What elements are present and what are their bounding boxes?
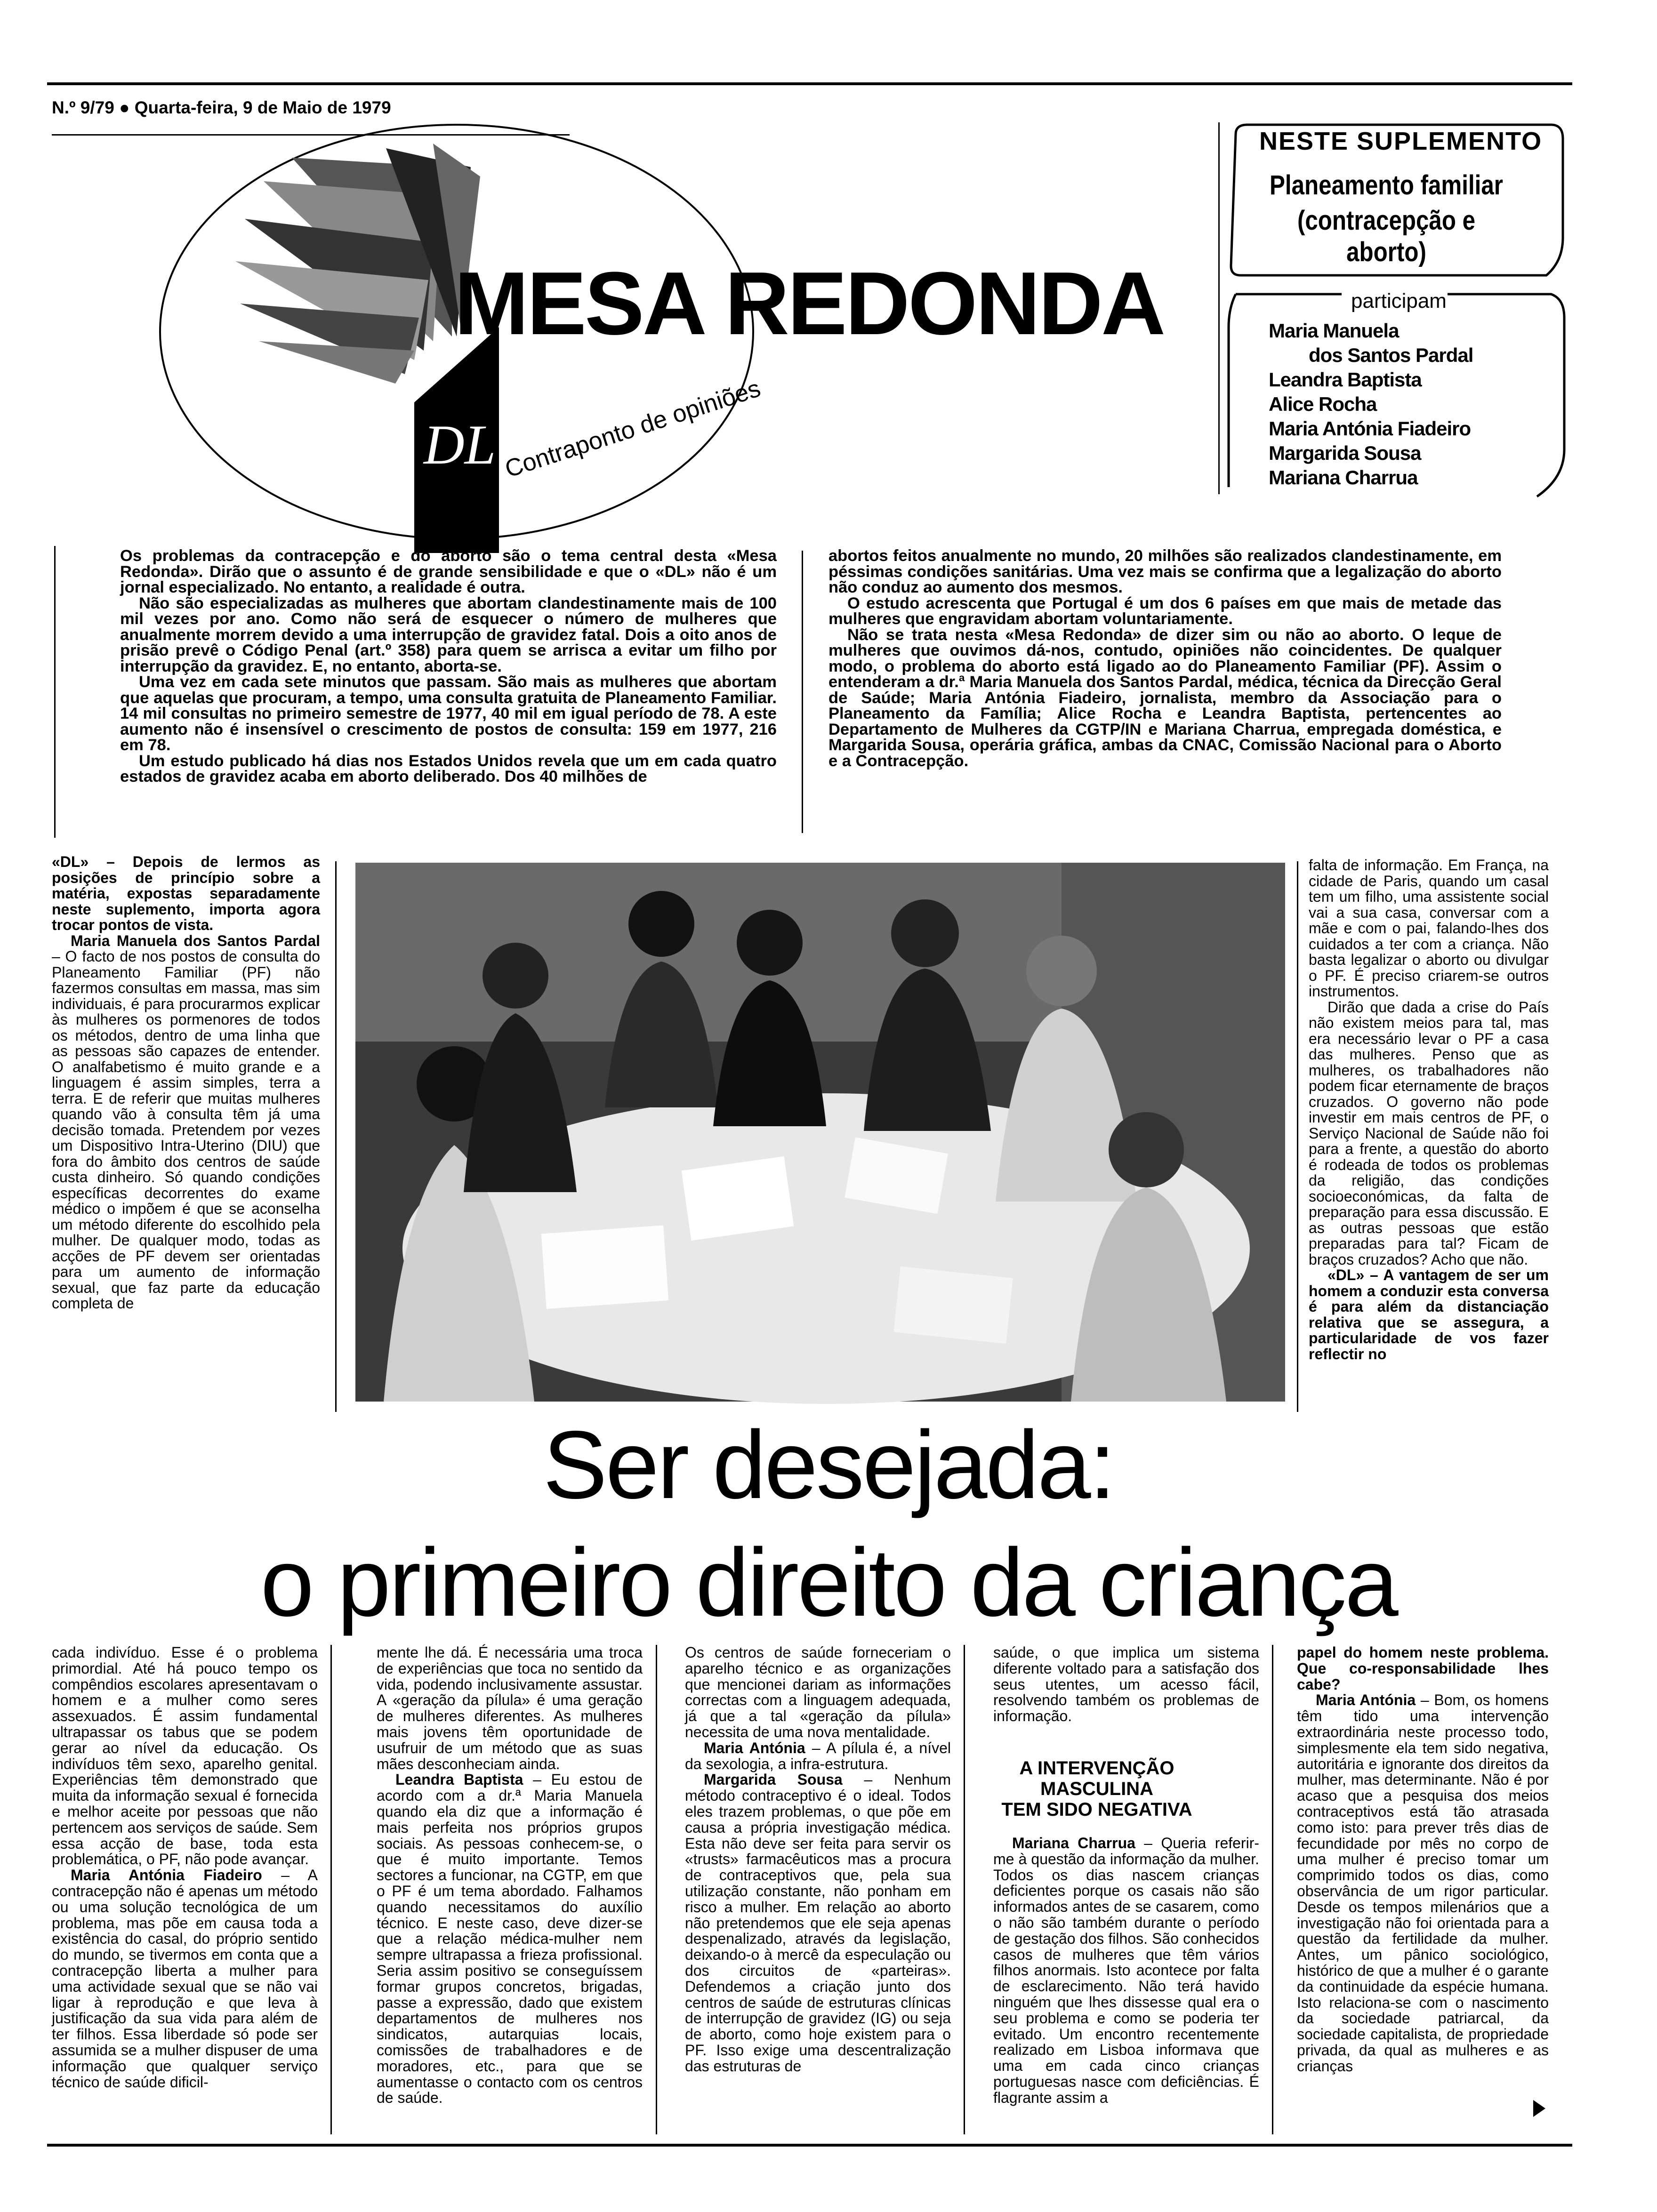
subhead-line: A INTERVENÇÃO [1019, 1758, 1174, 1779]
speaker-text: – A pílula é, a nível da sexologia, a infra-estrutura. [685, 1739, 951, 1772]
participant-name: Mariana Charrua [1269, 466, 1418, 489]
subhead-line: MASCULINA [1040, 1779, 1153, 1799]
intro-paragraph: Não são especializadas as mulheres que abortam clandestinamente mais de 100 mil vezes por ano. Como não será de esquecer o número de mulheres que anualmente morrem devido a uma interrupção de gravidez fatal. Dois a oito anos de prisão prevê o Código Penal (art.º 358) para quem se arrisca a evitar um filho por interrupção da gravidez. E, no entanto, aborta-se. [120, 594, 777, 675]
banknote-fan-image [235, 144, 480, 384]
speaker-name: Maria Antónia [1316, 1691, 1416, 1709]
upper-right-rule [1297, 861, 1298, 1412]
supplement-separator [1218, 122, 1220, 494]
speaker-text: – O facto de nos postos de consulta do Planeamento Familiar (PF) não fazermos consultas em massa, mas sim individuais, é para procurarmos explicar às mulheres os pormenores de todos os métodos, dentro de uma linha que as pessoas são capazes de entender. O analfabetismo é muito grande e a linguagem é assim simples, terra a terra. E de referir que muitas mulheres quando vão à consulta têm já uma decisão tomada. Pretendem por vezes um Dispositivo Intra-Uterino (DIU) que fora do âmbito dos centros de saúde custa dinheiro. Só quando condições específicas decorrentes do exame médico o impõem é que se aconselha um método diferente do escolhido pela mulher. De qualquer modo, todas as acções de PF devem ser orientadas para um aumento de informação sexual, que faz parte da educação completa de [52, 948, 320, 1312]
speaker-text: mente lhe dá. É necessária uma troca de experiências que toca no sentido da vida, podendo inclusivamente assustar. A «geração da pílula» é uma geração de mulheres diferentes. As mulheres mais jovens têm oportunidade de usufruir de um método que as suas mães desconheciam ainda. [377, 1644, 643, 1772]
participants-list [1269, 319, 1473, 490]
participant-name: dos Santos Pardal [1309, 344, 1473, 366]
bottom-rule-2 [656, 1645, 657, 2134]
intro-column-rule [802, 551, 803, 833]
bottom-column-4 [993, 1645, 1259, 1724]
participant-name: Maria Manuela [1269, 320, 1399, 342]
headline-line1: Ser desejada: [543, 1411, 1114, 1519]
supplement-heading: NESTE SUPLEMENTO [1259, 127, 1543, 155]
speaker-text: – Queria referir-me à questão da informação da mulher. Todos os dias nascem crianças deficientes porque os casais não são informados antes de se casarem, como o não são também durante o período de gestação dos filhos. São conhecidos casos de mulheres que têm vários filhos anormais. Isto acontece por falta de esclarecimento. Não terá havido ninguém que lhes dissesse qual era o seu problema e como se poderia ter evitado. Um encontro recentemente realizado em Lisboa informava que uma em cada cinco crianças portuguesas nasce com deficiências. É flagrante assim a [993, 1835, 1260, 2106]
speaker-text: Dirão que dada a crise do País não existem meios para tal, mas era necessário levar o PF a casa das mulheres. Penso que as mulheres, os trabalhadores não podem ficar eternamente de braços cruzados. O governo não pode investir em mais centros de PF, o Serviço Nacional de Saúde não foi para a frente, a questão do aborto é rodeada de todos os problemas da religião, das condições socioeconómicas, da falta de preparação para essa discussão. E as outras pessoas que estão preparadas para tal? Ficam de braços cruzados? Acho que não. [1309, 998, 1549, 1268]
intro-left-rule [54, 546, 56, 838]
bottom-column-3 [685, 1645, 951, 2075]
issue-underline [52, 134, 570, 136]
participant-name: Alice Rocha [1269, 393, 1377, 415]
roundtable-photo-image [355, 863, 1285, 1402]
dl-question: «DL» – Depois de lermos as posições de princípio sobre a matéria, expostas separadamente neste suplemento, importa agora trocar pontos de vista. [52, 853, 320, 933]
headline-line2: o primeiro direito da criança [260, 1529, 1397, 1636]
participant-name: Maria Antónia Fiadeiro [1269, 417, 1471, 440]
bottom-rule [47, 2144, 1572, 2147]
intro-paragraph: Um estudo publicado há dias nos Estados Unidos revela que um em cada quatro estados de gravidez acaba em aborto deliberado. Dos 40 milhões de [120, 752, 777, 785]
speaker-text: – Bom, os homens têm tido uma intervenção extraordinária neste processo todo, simplesmente ela tem sido negativa, autoritária e ignorante dos direitos da mulher, mas determinante. Não é por acaso que a pesquisa dos meios contraceptivos está tão atrasada como isto: para prever três dias de fecundidade por mês no corpo de uma mulher é preciso tomar um comprimido todos os dias, como observância de um rigor particular. Desde os tempos milenários que a investigação não foi orientada para a questão da fertilidade da mulher. Antes, um pânico sociológico, histórico de que a mulher é o garante da continuidade da espécie humana. Isto relaciona-se com o nascimento da sociedade patriarcal, da sociedade capitalista, de propriedade privada, da qual as mulheres e as crianças [1297, 1691, 1549, 2075]
roundtable-photo [355, 863, 1285, 1402]
section-subhead [993, 1758, 1200, 1820]
supplement-topic-line2: (contracepção e aborto) [1297, 205, 1476, 267]
bottom-column-5 [1297, 1645, 1549, 2075]
upper-right-column [1309, 858, 1549, 1362]
intro-paragraph: Uma vez em cada sete minutos que passam. São mais as mulheres que abortam que aquelas que procuram, a tempo, uma consulta gratuita de Planeamento Familiar. 14 mil consultas no primeiro semestre de 1977, 40 mil em igual período de 78. A este aumento não é insensível o crescimento de postos de consulta: 159 em 1977, 216 em 78. [120, 673, 777, 754]
supplement-box [1226, 120, 1570, 497]
bottom-rule-4 [1272, 1645, 1273, 2134]
speaker-name: Maria Antónia [704, 1739, 805, 1756]
bottom-rule-1 [330, 1645, 332, 2134]
masthead-title: MESA REDONDA [454, 254, 1164, 353]
masthead-tagline: Contraponto de opiniões [501, 375, 764, 483]
intro-paragraph: O estudo acrescenta que Portugal é um dos 6 países em que mais de metade das mulheres que engravidam abortam voluntariamente. [828, 594, 1502, 628]
speaker-name: Maria Manuela dos Santos Pardal [71, 932, 320, 949]
bottom-rule-3 [964, 1645, 965, 2134]
speaker-text: saúde, o que implica um sistema diferente voltado para a satisfação dos seus utentes, um acesso fácil, resolvendo também os problemas de informação. [993, 1644, 1259, 1725]
speaker-text: Os centros de saúde forneceriam o aparelho técnico e as organizações que mencionei dariam as informações correctas com a linguagem adequada, já que a tal «geração da pílula» necessita de uma nova mentalidade. [685, 1644, 951, 1740]
intro-paragraph: abortos feitos anualmente no mundo, 20 milhões são realizados clandestinamente, em péssimas condições sanitárias. Uma vez mais se confirma que a legalização do aborto não conduz ao aumento dos mesmos. [828, 547, 1502, 596]
masthead-logo: DL [424, 413, 496, 476]
speaker-name: Margarida Sousa [704, 1771, 843, 1788]
participants-label: participam [1351, 289, 1447, 313]
supplement-topic-line1: Planeamento familiar [1270, 170, 1503, 200]
bottom-column-1 [52, 1645, 318, 2090]
participant-name: Margarida Sousa [1269, 442, 1421, 464]
speaker-text: cada indivíduo. Esse é o problema primordial. Até há pouco tempo os compêndios escolares apresentavam o homem e a mulher como seres assexuados. É assim fundamental ultrapassar os tabus que se podem gerar ao nível da educação. Os indivíduos têm sexo, aparelho genital. Experiências têm demonstrado que muita da informação sexual é fornecida e melhor aceite por pessoas que não pertencem aos serviços de saúde. Sem essa acção de base, toda esta problemática, o PF, não pode avançar. [52, 1644, 318, 1868]
speaker-text: – A contracepção não é apenas um método ou uma solução tecnológica de um problema, mas põe em causa toda a existência do casal, do próprio sentido do mundo, se tivermos em conta que a contracepção liberta a mulher para uma actividade sexual que se não vai ligar à reprodução e que leva à justificação da sua vida para além de ter filhos. Essa liberdade só pode ser assumida se a mulher dispuser de uma informação que qualquer serviço técnico de saúde dificil- [52, 1867, 318, 2091]
subhead-line: TEM SIDO NEGATIVA [1001, 1799, 1192, 1820]
continue-arrow-icon [1532, 2099, 1546, 2118]
dl-question: «DL» – A vantagem de ser um homem a conduzir esta conversa é para além da distanciação relativa que se assegura, a particularidade de vos fazer reflectir no [1309, 1266, 1549, 1362]
speaker-text: falta de informação. Em França, na cidade de Paris, quando um casal tem um filho, uma assistente social vai a sua casa, conversar com a mãe e com o pai, falando-lhes dos cuidados a ter com a criança. Não basta legalizar o aborto ou divulgar o PF. É preciso criarem-se outros instrumentos. [1309, 857, 1549, 1000]
participant-name: Leandra Baptista [1269, 369, 1422, 391]
intro-right-column [828, 548, 1502, 769]
speaker-name: Maria Antónia Fiadeiro [71, 1867, 262, 1884]
bottom-column-4-cont [993, 1835, 1259, 2106]
issue-line: N.º 9/79 ● Quarta-feira, 9 de Maio de 1979 [52, 98, 391, 117]
speaker-name: Leandra Baptista [395, 1771, 523, 1788]
masthead-graphic [151, 139, 1164, 553]
dl-question: papel do homem neste problema. Que co-responsabilidade lhes cabe? [1297, 1644, 1549, 1693]
top-rule [47, 82, 1572, 85]
intro-paragraph: Os problemas da contracepção e do aborto são o tema central desta «Mesa Redonda». Dirão que o assunto é de grande sensibilidade e que o «DL» não é um jornal especializado. No entanto, a realidade é outra. [120, 547, 777, 596]
speaker-text: – Nenhum método contraceptivo é o ideal. Todos eles trazem problemas, o que põe em causa a própria investigação médica. Esta não deve ser feita para servir os «trusts» farmacêuticos mas a procura de contraceptivos que, pela sua utilização constante, não ponham em risco a mulher. Em relação ao aborto não pretendemos que ele seja apenas despenalizado, através da legislação, deixando-o à mercê da especulação ou dos circuitos de «parteiras». Defendemos a criação junto dos centros de saúde de estruturas clínicas de interrupção de gravidez (IG) ou seja de aborto, como hoje existem para o PF. Isso exige uma descentralização das estruturas de [685, 1771, 951, 2075]
upper-left-rule [335, 861, 337, 1412]
upper-left-column [52, 854, 320, 1312]
bottom-column-2 [377, 1645, 643, 2106]
speaker-text: – Eu estou de acordo com a dr.ª Maria Manuela quando ela diz que a informação é mais perfeita nos próprios grupos sociais. As pessoas conhecem-se, o que é muito importante. Temos sectores a funcionar, na CGTP, em que o PF é um tema abordado. Falhamos quando necessitamos do auxílio técnico. E neste caso, deve dizer-se que a relação médica-mulher nem sempre ultrapassa a frieza profissional. Seria assim positivo se conseguíssem formar grupos concretos, brigadas, passe a expressão, dado que existem departamentos de mulheres nos sindicatos, autarquias locais, comissões de trabalhadores e de moradores, etc., para que se aumentasse o contacto com os centros de saúde. [377, 1771, 643, 2107]
intro-paragraph: Não se trata nesta «Mesa Redonda» de dizer sim ou não ao aborto. O leque de mulheres que ouvimos dá-nos, contudo, opiniões não coincidentes. De qualquer modo, o problema do aborto está ligado ao do Planeamento Familiar (PF). Assim o entenderam a dr.ª Maria Manuela dos Santos Pardal, médica, técnica da Direcção Geral de Saúde; Maria Antónia Fiadeiro, jornalista, membro da Associação para o Planeamento da Família; Alice Rocha e Leandra Baptista, pertencentes ao Departamento de Mulheres da CGTP/IN e Mariana Charrua, empregada doméstica, e Margarida Sousa, operária gráfica, ambas da CNAC, Comissão Nacional para o Aborto e a Contracepção. [828, 625, 1502, 770]
intro-left-column [120, 548, 777, 785]
speaker-name: Mariana Charrua [1012, 1835, 1135, 1851]
